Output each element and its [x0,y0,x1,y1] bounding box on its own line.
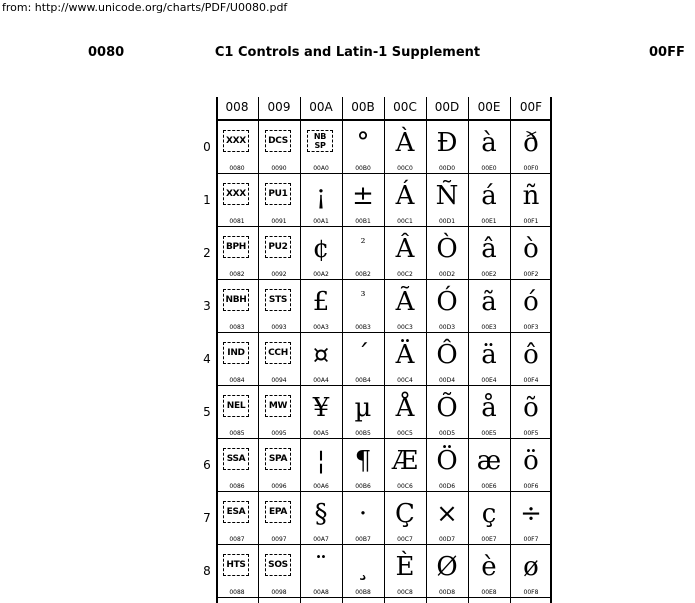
character-glyph: Æ [391,446,419,476]
code-point-label: 00E5 [481,430,497,437]
column-header: 00D [434,100,460,114]
char-cell-00F0 [510,121,552,174]
column-header: 00B [351,100,375,114]
character-glyph: æ [476,446,502,476]
character-glyph: Ä [395,340,415,370]
code-point-label: 00C2 [397,271,413,278]
column-header: 009 [267,100,291,114]
character-glyph: ¦ [316,446,326,476]
character-glyph: Ñ [435,181,459,211]
char-cell-00D5 [426,386,468,439]
char-cell-00B1 [342,174,384,227]
character-glyph: â [481,234,497,264]
char-cell-00D4 [426,333,468,386]
row-label: 2 [203,246,211,260]
character-glyph: ¢ [312,234,330,264]
char-cell-0087 [216,492,258,545]
code-point-label: 00F4 [523,377,539,384]
character-glyph: § [314,499,328,529]
code-point-label: 00A6 [313,483,329,490]
character-glyph: ¤ [312,340,330,370]
code-point-label: 00D5 [438,430,456,437]
code-point-label: 0091 [271,218,287,225]
control-abbreviation: MW [265,395,291,417]
control-abbreviation [307,130,333,152]
code-point-label: 00D1 [438,218,456,225]
code-point-label: 00F3 [523,324,539,331]
char-cell-00C3 [384,280,426,333]
code-point-label: 0085 [229,430,245,437]
row-label: 7 [203,511,211,525]
character-glyph: Ð [436,128,458,158]
character-glyph: ° [356,128,370,158]
control-abbreviation: SSA [223,448,249,470]
char-cell-00E7 [468,492,510,545]
char-cell-00E6 [468,439,510,492]
code-point-label: 00E3 [481,324,497,331]
code-point-label: 00F8 [523,589,539,596]
code-chart-grid [216,97,552,603]
char-cell-0094 [258,333,300,386]
character-glyph: À [395,128,415,158]
row-label: 6 [203,458,211,472]
char-cell-0090 [258,121,300,174]
char-cell-00F3 [510,280,552,333]
char-cell-00D1 [426,174,468,227]
char-cell-00A6 [300,439,342,492]
code-point-label: 00E4 [481,377,497,384]
char-cell-00D2 [426,227,468,280]
char-cell-00E1 [468,174,510,227]
control-abbreviation: BPH [223,236,249,258]
character-glyph: · [358,499,368,529]
code-point-label: 00B5 [355,430,371,437]
code-point-label: 00A7 [313,536,329,543]
char-cell-00F5 [510,386,552,439]
column-header: 00F [519,100,543,114]
char-cell-00A3 [300,280,342,333]
character-glyph: ñ [522,181,540,211]
char-cell-00C8 [384,545,426,598]
code-point-label: 00B6 [355,483,371,490]
control-abbreviation: XXX [223,130,249,152]
code-point-label: 00D6 [438,483,456,490]
character-glyph: ¨ [314,552,328,582]
range-end: 00FF [649,45,685,60]
character-glyph: ´ [356,340,370,370]
code-point-label: 00E7 [481,536,497,543]
code-point-label: 00D2 [438,271,456,278]
code-point-label: 00C0 [397,165,413,172]
character-glyph: õ [523,393,539,423]
character-glyph: ð [523,128,539,158]
char-cell-00D7 [426,492,468,545]
char-cell-00F8 [510,545,552,598]
character-glyph: ¡ [315,181,327,211]
char-cell-0095 [258,386,300,439]
char-cell-0081 [216,174,258,227]
code-point-label: 00C1 [397,218,413,225]
code-point-label: 00B4 [355,377,371,384]
chart-title: C1 Controls and Latin-1 Supplement [214,45,481,60]
code-point-label: 0094 [271,377,287,384]
code-point-label: 00A0 [313,165,329,172]
char-cell-00E0 [468,121,510,174]
char-cell-00B5 [342,386,384,439]
char-cell-00F2 [510,227,552,280]
code-point-label: 0083 [229,324,245,331]
column-header: 00A [309,100,333,114]
character-glyph: Ó [436,287,458,317]
control-abbreviation: EPA [265,501,291,523]
character-glyph: Õ [436,393,458,423]
code-point-label: 00B8 [355,589,371,596]
character-glyph: à [481,128,497,158]
code-point-label: 00C4 [397,377,413,384]
character-glyph: ³ [360,289,366,303]
code-point-label: 00D8 [438,589,456,596]
character-glyph: ¸ [356,552,370,582]
control-abbreviation: CCH [265,342,291,364]
char-cell-00F6 [510,439,552,492]
character-glyph: ó [523,287,539,317]
code-point-label: 00E8 [481,589,497,596]
control-abbreviation: DCS [265,130,291,152]
char-cell-00E2 [468,227,510,280]
code-point-label: 00A2 [313,271,329,278]
row-label: 4 [203,352,211,366]
char-cell-00A2 [300,227,342,280]
character-glyph: ä [481,340,497,370]
column-header: 00C [393,100,417,114]
char-cell-0093 [258,280,300,333]
code-point-label: 0084 [229,377,245,384]
char-cell-00B2 [342,227,384,280]
char-cell-0085 [216,386,258,439]
code-point-label: 00D3 [438,324,456,331]
character-glyph: è [481,552,497,582]
char-cell-00C4 [384,333,426,386]
character-glyph: á [481,181,497,211]
row-label: 8 [203,564,211,578]
code-point-label: 00A3 [313,324,329,331]
char-cell-00F1 [510,174,552,227]
control-abbreviation: IND [223,342,249,364]
source-url-line: from: http://www.unicode.org/charts/PDF/U0080.pdf [2,1,288,14]
char-cell-00A5 [300,386,342,439]
code-point-label: 0081 [229,218,245,225]
character-glyph: ÷ [520,499,542,529]
character-glyph: Ç [395,499,415,529]
code-point-label: 00E0 [481,165,497,172]
char-cell-00B3 [342,280,384,333]
character-glyph: ¶ [354,446,372,476]
code-point-label: 00A5 [313,430,329,437]
character-glyph: ò [523,234,539,264]
char-cell-0084 [216,333,258,386]
code-point-label: 0095 [271,430,287,437]
code-point-label: 00B0 [355,165,371,172]
char-cell-00B7 [342,492,384,545]
char-cell-00E5 [468,386,510,439]
character-glyph: ã [481,287,497,317]
char-cell-00D8 [426,545,468,598]
char-cell-0097 [258,492,300,545]
code-point-label: 0093 [271,324,287,331]
code-point-label: 00B3 [355,324,371,331]
code-point-label: 00E6 [481,483,497,490]
char-cell-0098 [258,545,300,598]
code-point-label: 00B1 [355,218,371,225]
code-point-label: 00E1 [481,218,497,225]
character-glyph: ø [523,552,539,582]
code-point-label: 00C7 [397,536,413,543]
column-header: 008 [225,100,249,114]
char-cell-00A0 [300,121,342,174]
control-abbreviation: HTS [223,554,249,576]
control-abbreviation: ESA [223,501,249,523]
code-point-label: 0088 [229,589,245,596]
char-cell-00A1 [300,174,342,227]
character-glyph: £ [312,287,330,317]
char-cell-00C6 [384,439,426,492]
code-point-label: 00F0 [523,165,539,172]
control-abbreviation: SPA [265,448,291,470]
code-point-label: 0080 [229,165,245,172]
code-point-label: 00C3 [397,324,413,331]
row-label: 5 [203,405,211,419]
code-point-label: 0082 [229,271,245,278]
code-point-label: 00A8 [313,589,329,596]
row-label: 1 [203,193,211,207]
code-point-label: 0096 [271,483,287,490]
code-point-label: 0098 [271,589,287,596]
character-glyph: å [481,393,497,423]
char-cell-00E4 [468,333,510,386]
character-glyph: Å [395,393,415,423]
code-point-label: 00D4 [438,377,456,384]
code-point-label: 0097 [271,536,287,543]
code-point-label: 00B2 [355,271,371,278]
control-abbreviation: STS [265,289,291,311]
char-cell-00D3 [426,280,468,333]
char-cell-00A8 [300,545,342,598]
code-point-label: 00F7 [523,536,539,543]
char-cell-00A4 [300,333,342,386]
char-cell-00C1 [384,174,426,227]
char-cell-0088 [216,545,258,598]
char-cell-0083 [216,280,258,333]
character-glyph: Á [395,181,415,211]
character-glyph: Ö [436,446,458,476]
row-label: 3 [203,299,211,313]
char-cell-00F4 [510,333,552,386]
code-point-label: 00C5 [397,430,413,437]
character-glyph: ö [523,446,539,476]
char-cell-00B8 [342,545,384,598]
char-cell-00A7 [300,492,342,545]
code-point-label: 00B7 [355,536,371,543]
row-label: 0 [203,140,211,154]
character-glyph: È [395,552,415,582]
character-glyph: Ã [395,287,415,317]
char-cell-0091 [258,174,300,227]
character-glyph: Â [395,234,415,264]
code-point-label: 00F1 [523,218,539,225]
range-start: 0080 [88,45,125,60]
column-header: 00E [477,100,501,114]
code-point-label: 0086 [229,483,245,490]
character-glyph: Ò [436,234,458,264]
control-abbreviation: PU2 [265,236,291,258]
code-point-label: 00A1 [313,218,329,225]
control-abbreviation: NBH [223,289,249,311]
char-cell-0082 [216,227,258,280]
char-cell-00B0 [342,121,384,174]
code-point-label: 00E2 [481,271,497,278]
code-point-label: 0087 [229,536,245,543]
char-cell-0080 [216,121,258,174]
code-point-label: 00C6 [397,483,413,490]
code-point-label: 00F5 [523,430,539,437]
character-glyph: × [436,499,458,529]
char-cell-0086 [216,439,258,492]
code-point-label: 00D7 [438,536,456,543]
char-cell-00B6 [342,439,384,492]
char-cell-00B4 [342,333,384,386]
char-cell-00C5 [384,386,426,439]
code-point-label: 00F2 [523,271,539,278]
char-cell-00E8 [468,545,510,598]
code-point-label: 00D0 [438,165,456,172]
char-cell-00D0 [426,121,468,174]
control-abbreviation-text: NB SP [313,132,327,150]
char-cell-0096 [258,439,300,492]
code-point-label: 00C8 [397,589,413,596]
character-glyph: ç [481,499,497,529]
control-abbreviation: PU1 [265,183,291,205]
code-point-label: 0092 [271,271,287,278]
character-glyph: ± [352,181,374,211]
character-glyph: µ [354,393,372,423]
char-cell-00C2 [384,227,426,280]
control-abbreviation: NEL [223,395,249,417]
char-cell-00C0 [384,121,426,174]
control-abbreviation: SOS [265,554,291,576]
character-glyph: Ø [436,552,458,582]
char-cell-0092 [258,227,300,280]
character-glyph: Ô [436,340,458,370]
char-cell-00E3 [468,280,510,333]
control-abbreviation: XXX [223,183,249,205]
char-cell-00C7 [384,492,426,545]
character-glyph: ô [523,340,539,370]
character-glyph: ² [360,236,366,250]
char-cell-00D6 [426,439,468,492]
char-cell-00F7 [510,492,552,545]
code-point-label: 00A4 [313,377,329,384]
character-glyph: ¥ [312,393,330,423]
code-point-label: 0090 [271,165,287,172]
code-point-label: 00F6 [523,483,539,490]
